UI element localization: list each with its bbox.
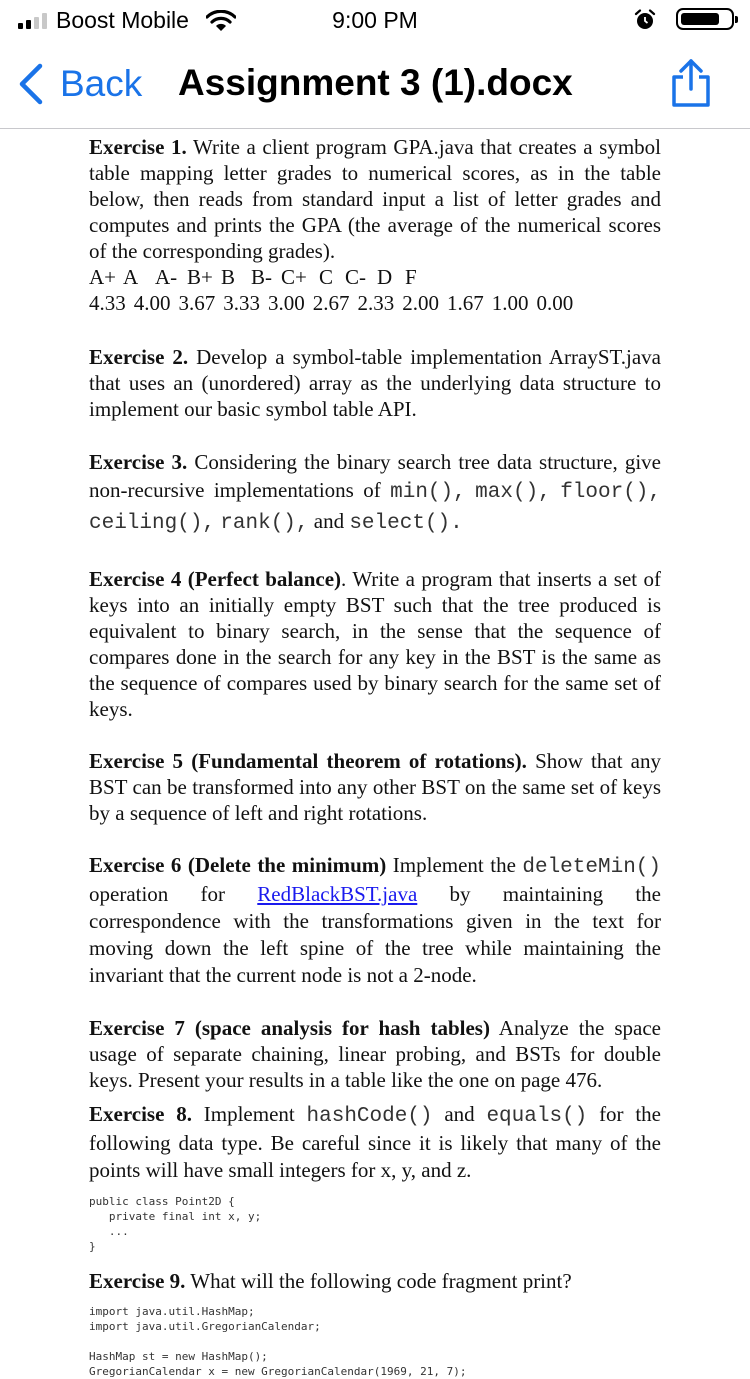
point2d-code-block: public class Point2D { private final int x, y; ... } [89, 1195, 262, 1253]
exercise-3: Exercise 3. Considering the binary search tree data structure, give non-recursive implementations of min(), max(), floor(), ceiling(), rank(), and select(). [89, 450, 662, 535]
back-button[interactable] [18, 60, 142, 108]
chevron-left-icon [18, 62, 44, 106]
document-body [89, 134, 661, 1379]
document-title: Assignment 3 (1).docx [178, 62, 573, 103]
exercise-1: Exercise 1. Write a client program GPA.java that creates a symbol table mapping letter grades to numerical scores, as in the table below, then reads from standard input a list of letter grades and computes and prints the GPA (the average of the numerical scores of the corresponding grades). [89, 135, 662, 263]
redblackbst-link[interactable]: RedBlackBST.java [257, 882, 418, 906]
exercise-6: Exercise 6 (Delete the minimum) Implement the deleteMin() operation for RedBlackBST.java by maintaining the correspondence with the transformations given in the text for moving down the left spine of the tree while maintaining the invariant that the current node is not a 2-node. [89, 853, 661, 987]
exercise-2: Exercise 2. Develop a symbol-table implementation ArrayST.java that uses an (unordered) array as the underlying data structure to implement our basic symbol table API. [89, 345, 661, 421]
exercise-9: Exercise 9. What will the following code fragment print? [89, 1269, 572, 1293]
back-label: Back [60, 63, 143, 104]
clock: 9:00 PM [332, 7, 418, 33]
alarm-icon [634, 9, 656, 31]
navigation-bar [0, 40, 750, 129]
status-bar [0, 0, 750, 40]
grade-scores-row: 4.33 4.00 3.67 3.33 3.00 2.67 2.33 2.00 1.67 1.00 0.00 [89, 291, 574, 315]
share-icon[interactable] [668, 57, 714, 109]
exercise-4: Exercise 4 (Perfect balance). Write a program that inserts a set of keys into an initially empty BST such that the tree produced is equivalent to binary search, in the sense that the sequence of compares done in the search for any key in the BST is the same as the sequence of compares used by binary search for the same set of keys. [89, 567, 661, 721]
hashmap-code-block: import java.util.HashMap; import java.util.GregorianCalendar; HashMap st = new HashMap(); GregorianCalendar x = new GregorianCalendar(1969, 21, 7); [89, 1305, 467, 1378]
exercise-7: Exercise 7 (space analysis for hash tables) Analyze the space usage of separate chaining, linear probing, and BSTs for double keys. Present your results in a table like the one on page 476. [89, 1016, 661, 1092]
exercise-8: Exercise 8. Implement hashCode() and equals() for the following data type. Be careful since it is likely that many of the points will have small integers for x, y, and z. [89, 1102, 661, 1182]
exercise-5: Exercise 5 (Fundamental theorem of rotations). Show that any BST can be transformed into any other BST on the same set of keys by a sequence of left and right rotations. [89, 749, 662, 825]
battery-icon [676, 8, 734, 30]
carrier-name: Boost Mobile [56, 7, 189, 33]
grade-letters-row: A+ A A- B+ B B- C+ C C- D F [89, 265, 417, 289]
